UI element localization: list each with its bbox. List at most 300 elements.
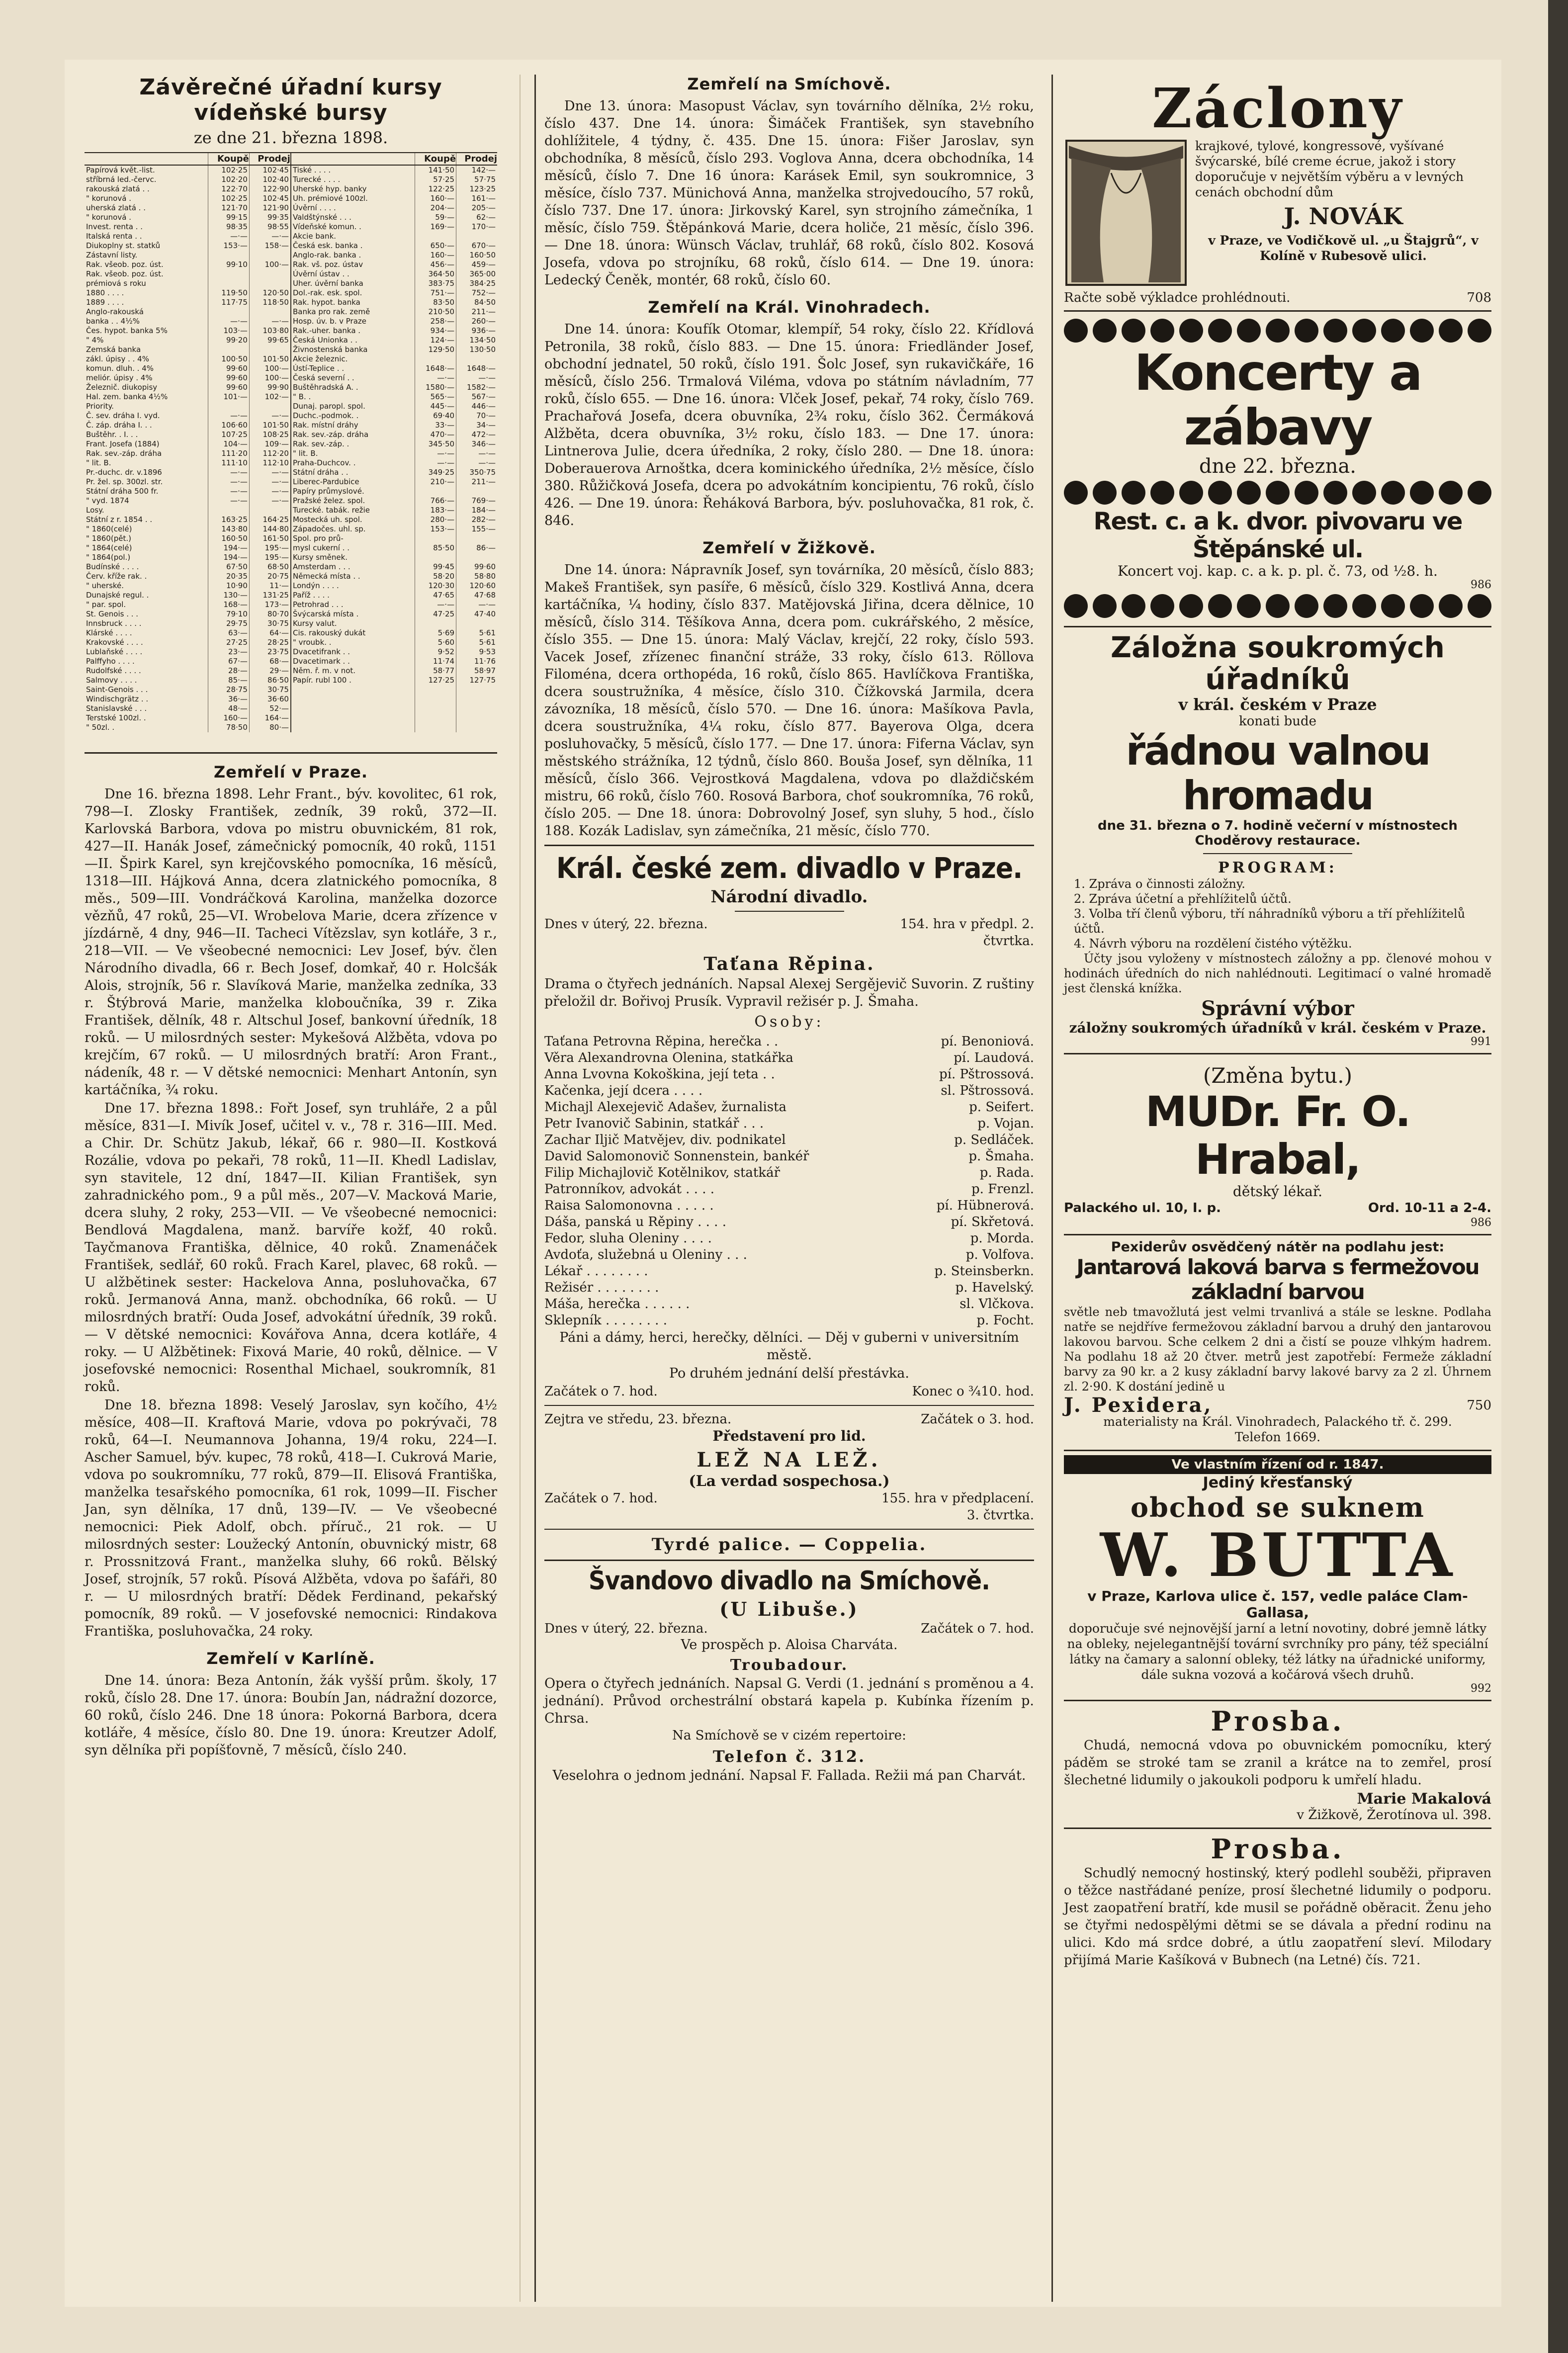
rate-cell: 9·53 [456,647,497,657]
security-name-cell: Zástavní listy. [86,251,138,260]
rate-cell: —·— [208,411,249,421]
performance-line [544,1411,1034,1428]
actor-name: p. Frenzl. [971,1182,1034,1197]
table-row [85,421,497,430]
ad-title: Jantarová laková barva s fermežovou základní barvou [1076,1255,1479,1304]
rate-cell: 47·65 [415,591,456,600]
rate-cell: 456·— [415,260,456,269]
rate-cell: 120·60 [456,581,497,591]
security-name-cell: " 1860(celé) [86,524,132,533]
rate-cell: —·— [249,487,291,496]
security-name-cell: " 1864(celé) [86,543,132,552]
paragraph: Opera o čtyřech jednáních. Napsal G. Verdi (1. jednání s proměnou a 4. jednání). Průvod orchestrální obstará kapela p. Kubínka řízením p. Chrsa. [544,1676,1034,1726]
fold-line [520,75,521,2302]
rate-cell: 122·25 [415,184,456,194]
rate-cell: 769·— [456,496,497,506]
rate-cell: 85·50 [415,543,456,553]
rate-cell: 117·75 [208,298,249,307]
rate-cell: —·— [415,373,456,383]
rate-cell: 100·50 [208,354,249,364]
actor-name: p. Sedláček. [954,1133,1034,1147]
security-name-cell: Kursy směnek. [291,553,415,562]
rate-cell: 10·90 [208,581,249,591]
security-name-cell: Rak. sev.-záp. . [291,439,415,449]
paragraph: světle neb tmavožlutá jest velmi trvanlivá a stále se leskne. Podlaha natře se nejdříve fermežovou základní barvou a druhý den jantarovou lakovou barvou. Sche celkem 2 dni a čistí se pouze vlhkým hadrem. Na podlahu 18 až 20 čtver. metrů jest zapotřebí: Fermeže základní barvy za 90 kr. a 2 kusy základní barvy lakové barvy za 2 zl. Úhrnem zl. 2·90. K dostání jedině u [1064,1305,1491,1394]
actor-name: sl. Vlčkova. [959,1297,1034,1311]
performance-line [544,1620,1034,1637]
cast-row [544,1132,1034,1148]
security-name-cell: Úvěrní . . . . [291,203,415,213]
security-name-cell: Rak. vš. poz. ústav [291,260,415,269]
ad-name-line [1064,1394,1491,1417]
paragraph: Schudlý nemocný hostinský, který podlehl souběži, připraven o těžce nastřádané peníze, prosí šlechetné lidumily o podporu. Jest zaopatření bratří, kde musil se pořádně oběracit. Ženu jeho se čtyřmi nedospělými dětmi se se dávala a přední rodinu na ulici. Kdo má srdce dobré, a útlu zaopatření sleví. Milodary přijímá Marie Kašíková v Bubnech (na Letné) čís. 721. [1064,1866,1491,1968]
security-name-cell: Rak.-uher. banka . [291,326,415,336]
security-name-cell: Anglo-rakouská [86,307,144,316]
rate-cell: 936·— [456,326,497,336]
rate-cell: 11·74 [415,657,456,666]
security-name-cell: Palffyho . . . . [86,657,135,666]
security-name-cell: " lit. B. [86,458,111,467]
security-name-cell: Pražské želez. spol. [291,496,415,506]
rate-cell: 120·50 [249,288,291,298]
ad-intro: Pexiderův osvědčený nátěr na podlahu jest: [1111,1239,1445,1255]
rate-cell: 280·— [415,515,456,524]
security-name-cell [291,695,415,704]
security-name-cell: mysl cukerní . . [291,543,415,553]
role-name: Patronníkov, advokát . . . . [544,1182,715,1197]
security-name-cell: Kursy valut. [291,619,415,628]
actor-name: pí. Laudová. [954,1050,1034,1065]
security-name-cell: " par. spol. [86,600,126,609]
security-name-cell: " vroubk. . [291,638,415,647]
rate-cell: 104·— [208,439,249,449]
role-name: Fedor, sluha Oleniny . . . . [544,1231,712,1246]
rate-cell: —·— [249,232,291,241]
rate-cell: 99·65 [249,336,291,345]
rate-cell: 122·90 [249,184,291,194]
security-name-cell: Buštěhradská A. . [291,383,415,392]
paragraph: Dne 17. března 1898.: Fořt Josef, syn truhláře, 2 a půl měsíce, 831—I. Mivík Josef, učitel v. v., 78 r. 316—III. Med. a Chir. Dr. Schütz Jakub, lékař, 66 r. 980—II. Kostková Rozálie, vdova po pekaři, 78 roků, 11—II. Khedl Ladislav, syn stavitele, 12 dní, 1847—II. Kilian František, syn zahradnického pom., 9 a půl měs., 207—V. Macková Marie, dcera sluhy, 2 roky, 253—VII. — Ve všeobecné nemocnici: Bendlová Magdalena, manž. barvíře kožf, 40 roků. Tayčmanova Františka, dělnice, 40 roků. Znamenáček František, sedlář, 60 roků. Frach Karel, plavec, 68 roků. — U alžbětinek sester: Hackelova Anna, posluhovačka, 67 roků. Jermanová Anna, manž. obchodníka, 66 roků. — U milosrdných bratří: Ouda Josef, advokátní úředník, 39 roků. — V dětské nemocnici: Kovářova Anna, dcera kotláře, 4 roky. — U Alžbětinek: Fixová Marie, 40 roků, dělnice. — V josefovské nemocnici: Rosenthal Michael, soukromník, 81 roků. [85,1101,497,1394]
paragraph: Páni a dámy, herci, herečky, dělníci. — Děj v guberni v universitním městě. [559,1330,1019,1363]
rate-cell: 210·50 [415,307,456,317]
rate-cell: 102·20 [208,175,249,184]
table-row [85,260,497,269]
ad-subtitle: dětský lékař. [1232,1183,1323,1200]
section-title: Zemřelí v Praze. [213,763,368,782]
security-name-cell: Budínské . . . . [86,562,139,571]
rate-cell: 1648·— [415,364,456,373]
table-row [85,487,497,496]
security-name-cell: " 1864(pol.) [86,553,131,562]
security-name-cell: Státní dráha . . [291,468,415,477]
page-edge-shadow [1548,0,1568,2353]
play-title: Tyrdé palice. — Coppelia. [651,1535,927,1555]
ad-title: Prosba. [1211,1833,1345,1865]
role-name: Petr Ivanovič Sabinin, statkář . . . [544,1116,764,1131]
table-row [85,477,497,487]
paragraph: Chudá, nemocná vdova po obuvnickém pomocníku, který páděm se stroké tam se zranil a krátce na to zemřel, prosí šlechetné lidumily o jakoukoli podporu k umřelí hladu. [1064,1738,1491,1788]
security-name-cell: Rak. sev.-záp. dráha [86,449,162,458]
ad-title: Prosba. [1211,1705,1345,1737]
rate-cell: 102·25 [208,165,249,175]
actor-name: p. Vojan. [977,1116,1034,1131]
rate-cell: 78·50 [208,723,249,732]
play-title: Troubadour. [730,1656,849,1674]
table-row [85,251,497,260]
rate-cell: 160·— [208,713,249,723]
subscription-note: 154. hra v předpl. 2. čtvrtka. [900,917,1034,949]
ad-pexidera [1064,1235,1491,1451]
table-row [85,373,497,383]
rate-cell: 28·— [208,666,249,676]
security-name-cell: Spol. pro prů- [291,534,415,543]
ad-venue: Rest. c. a k. dvor. pivovaru ve Štěpánské ul. [1093,508,1462,563]
rate-cell: —·— [208,487,249,496]
cast-row [544,1066,1034,1083]
rate-cell: 102·40 [249,175,291,184]
rate-cell: 59·— [415,213,456,222]
rate-cell: 670·— [456,241,497,251]
role-name: Máša, herečka . . . . . . [544,1297,690,1311]
end-time: Konec o ¾10. hod. [912,1384,1034,1399]
paragraph: Dne 14. února: Nápravník Josef, syn továrníka, 20 měsíců, číslo 883; Makeš František, syn pasíře, 6 měsíců, číslo 329. Kostlivá Anna, dcera kartáčníka, ¼ hodiny, číslo 837. Matějovská Jiřina, dcera dělnice, 10 měsíců, číslo 314. Těšíkova Anna, dcera pom. cukrářského, 2 měsíce, číslo 355. — Dne 15. února: Malý Václav, krejčí, 22 roky, číslo 593. Vacek Josef, zřízenec finanční stráže, 33 roky, číslo 613. Röllova Filoména, dcera orthopéda, 16 roků, číslo 865. Havlíčkova Františka, dcera soustružníka, 4 měsíce, číslo 310. Čížkovská Jarmila, dcera závozníka, 18 měsíců, číslo 570. — Dne 16. února: Mašíkova Pavla, dcera soustružníka, 4¼ roku, číslo 877. Bayerova Olga, dcera posluhovačky, 5 měsíců, číslo 177. — Dne 17. února: Fiferna Václav, syn městského strážníka, 12 týdnů, číslo 860. Bouša Josef, syn dělníka, 11 měsíců, číslo 366. Vejrostková Magdalena, vdova po dlaždičském mistru, 66 roků, číslo 760. Rosová Barbora, choť soukromníka, 76 roků, číslo 205. — Dne 18. února: Dobrovolný Josef, syn sluhy, 5 hod., číslo 188. Kozák Ladislav, syn zámečníka, 21 měsíc, číslo 770. [544,562,1034,839]
security-name-cell: Uh. prémiové 100zl. [291,194,415,203]
rate-cell: 567·— [456,392,497,402]
role-name: Michajl Alexejevič Adašev, žurnalista [544,1100,787,1115]
role-name: Lékař . . . . . . . . [544,1264,648,1279]
rate-cell: 122·70 [208,184,249,194]
actor-name: p. Šmaha. [968,1149,1034,1164]
ad-prosba-2 [1064,1829,1491,1975]
rate-cell: 98·55 [249,222,291,232]
benefit-note: Ve prospěch p. Aloisa Charváta. [681,1637,898,1653]
rate-cell: 211·— [456,307,497,317]
rate-cell: 28·75 [208,685,249,695]
rate-cell: 130·50 [456,345,497,354]
security-name-cell: Státní dráha 500 fr. [86,487,159,496]
security-name-cell: Invest. renta . . [86,222,143,231]
rate-cell: 102·25 [208,194,249,203]
rate-cell: 120·30 [415,581,456,591]
rate-cell: 161·— [456,194,497,203]
divider [544,1560,1034,1561]
table-row [85,647,497,657]
rate-cell [456,713,497,723]
rate-cell: 33·— [415,421,456,430]
table-row [85,515,497,524]
rate-cell: 282·— [456,515,497,524]
security-name-cell: " korunová . [86,194,131,203]
rate-cell [415,487,456,496]
ad-title: Záclony [1152,76,1403,140]
ad-number: 986 [1471,1217,1491,1229]
rate-cell: 52·— [249,704,291,713]
play-subtitle: (La verdad sospechosa.) [689,1473,890,1490]
ad-text [1064,1305,1491,1394]
rate-cell: 99·15 [208,213,249,222]
rate-cell: 204·— [415,203,456,213]
kursy-table [85,152,497,732]
rate-cell: 36·60 [249,695,291,704]
rate-cell [456,704,497,713]
rate-cell: 934·— [415,326,456,336]
security-name-cell: Rak. všeob. poz. úst. [86,260,164,269]
actor-name: p. Havelský. [955,1280,1034,1295]
rate-cell: —·— [249,411,291,421]
table-row [85,610,497,619]
ad-address: Palackého ul. 10, I. p. [1064,1201,1221,1216]
rate-cell: 124·— [415,336,456,345]
section-title: Zemřelí v Karlíně. [206,1649,375,1668]
subscription-note: 155. hra v předplacení. 3. čtvrtka. [881,1491,1034,1523]
table-row [85,685,497,695]
ad-zalozna [1064,627,1491,1054]
security-name-cell: Italská renta . . [86,232,142,241]
rate-cell: 80·— [249,723,291,732]
rate-cell: 164·— [249,713,291,723]
cast-heading: Osoby: [754,1013,824,1031]
ad-footer [1064,290,1491,305]
security-name-cell: Vídeňské komun. . [291,222,415,232]
security-name-cell: 1880 . . . . [86,288,124,297]
rate-cell: 141·50 [415,165,456,175]
ad-date: dne 31. března o 7. hodině večerní v místnostech Choděrovy restaurace. [1098,818,1458,848]
ad-title: Záložna soukromých úřadníků [1111,630,1445,696]
paragraph: Účty jsou vyloženy v místnostech záložny a pp. členové mohou v hodinách úředních do nich nahlédnouti. Legitimací o valné hromadě jest členská knížka. [1064,952,1491,995]
ad-address: v Žižkově, Žerotínova ul. 398. [1297,1808,1491,1823]
security-name-cell: Salmovy . . . . [86,676,137,685]
security-name-cell: Akcie bank. [291,232,415,241]
security-name-cell: Hosp. úv. b. v Praze [291,317,415,326]
security-name-cell: Dvacetifrank . . [291,647,415,657]
section-title: Zemřelí na Král. Vinohradech. [648,298,931,317]
security-name-cell [291,685,415,695]
table-row [85,458,497,468]
play-title: Telefon č. 312. [712,1747,866,1766]
cast-row [544,1247,1034,1263]
table-row [85,553,497,562]
rate-cell: 47·40 [456,610,497,619]
ad-hours: Ord. 10-11 a 2-4. [1368,1201,1491,1216]
rate-cell: 103·— [208,326,249,336]
rate-cell: 153·— [415,524,456,534]
ad-koncerty [1064,312,1491,627]
obituaries-zizkov [544,561,1034,840]
ad-name: Marie Makalová [1357,1790,1491,1808]
ad-signature: Správní výbor [1201,997,1354,1020]
program-list [1074,876,1491,951]
rate-cell: 69·40 [415,411,456,421]
performance-date: Zejtra ve středu, 23. března. [544,1412,732,1427]
rate-cell: 170·— [456,222,497,232]
cast-row [544,1312,1034,1329]
rate-cell: 47·25 [415,610,456,619]
ad-line: obchod se suknem [1131,1491,1425,1523]
table-row [85,298,497,307]
table-row [85,175,497,184]
rate-cell [249,402,291,411]
rate-cell: 766·— [415,496,456,506]
rate-cell: 23·75 [249,647,291,657]
curtain-illustration [1064,138,1188,287]
rate-cell: 99·45 [415,562,456,572]
ad-zaclony [1064,75,1491,312]
table-row [85,354,497,364]
ad-hrabal [1064,1054,1491,1235]
actor-name: p. Seifert. [969,1100,1034,1115]
divider [544,845,1034,846]
rate-cell: 121·90 [249,203,291,213]
table-row [85,184,497,194]
rate-cell: 108·25 [249,430,291,439]
security-name-cell: Česká Unionka . . [291,336,415,345]
rate-cell: 1648·— [456,364,497,373]
rate-cell [208,307,249,317]
rate-cell: 29·— [249,666,291,676]
rate-cell: 36·— [208,695,249,704]
role-name: Věra Alexandrovna Olenina, statkářka [544,1050,793,1065]
performance-line [544,1490,1034,1524]
security-name-cell: Rak. sev.-záp. dráha [291,430,415,439]
actor-name: pí. Hübnerová. [936,1198,1034,1213]
rate-cell: 101·50 [249,421,291,430]
decorative-dots [1064,478,1491,508]
rate-cell [456,232,497,241]
paragraph: Dne 14. února: Koufík Otomar, klempíř, 54 roky, číslo 22. Křídlová Petronila, 38 roků, číslo 883. — Dne 15. února: Friedländer Josef, obchodní jednatel, 50 roků, číslo 191. Šolc Josef, syn rukavičkáře, 16 měsíců, číslo 256. Trmalová Viléma, vdova po státním návladním, 77 roků, číslo 655. — Dne 16. února: Vlček Josef, pekař, 74 roky, číslo 769. Prachařová Josefa, dcera obuvníka, 2¾ roku, číslo 362. Čermáková Alžběta, dcera obuvníka, 3½ roku, číslo 183. — Dne 17. února: Lintnerova Julie, dcera úředníka, 2 roky, číslo 280. — Dne 18. února: Doberauerova Arnoštka, dcera kominického úředníka, 2½ měsíce, číslo 380. Růžičková Josefa, dcera po advokátním koncipientu, 76 roků, číslo 426. — Dne 19. února: Řeháková Barbora, býv. posluhovačka, 81 rok, č. 846. [544,322,1034,528]
rate-cell: 446·— [456,402,497,411]
ad-address: v Praze, Karlova ulice č. 157, vedle paláce Clam-Gallasa, [1087,1588,1468,1621]
cast-row [544,1034,1034,1050]
table-row [85,364,497,373]
ad-telephone: Telefon 1669. [1234,1430,1321,1444]
rate-cell: 101·50 [249,354,291,364]
actor-name: p. Volfova. [965,1247,1034,1262]
rate-cell [456,619,497,628]
rate-cell: 34·— [456,421,497,430]
rate-cell: 11·— [249,581,291,591]
rate-cell: 58·97 [456,666,497,676]
rate-cell: —·— [456,600,497,610]
rate-cell: —·— [415,600,456,610]
table-row [85,723,497,732]
ad-text [1064,1865,1491,1969]
rate-cell [415,704,456,713]
table-row [85,317,497,326]
paragraph: Veselohra o jednom jednání. Napsal F. Fallada. Režii má pan Charvát. [552,1768,1026,1783]
rate-cell [208,345,249,354]
security-name-cell: Turecké . . . . [291,175,415,184]
security-name-cell: Saint-Genois . . . [86,685,148,694]
rate-cell [456,553,497,562]
actor-name: p. Steinsberkn. [934,1264,1034,1279]
rate-cell: 57·25 [415,175,456,184]
paragraph: Dne 13. února: Masopust Václav, syn továrního dělníka, 2½ roku, číslo 437. Dne 14. února: Šimáček František, syn stavebního dohlížitele, 4 týdny, č. 435. Dne 15. února: Fišer Jaroslav, syn obchodníka, 8 měsíců, číslo 293. Voglova Anna, dcera obchodníka, 14 měsíců, číslo 7. Dne 16 února: Karásek Emil, syn soukromnice, 3 měsíce, číslo 737. Münichová Anna, manželka strojvedoucího, 57 roků, číslo 737. Dne 17. února: Jirkovský Karel, syn strojního zámečníka, 1 měsíc, číslo 759. Štěpánková Marie, dcera holiče, 21 měsíc, číslo 396. — Dne 18. února: Wünsch Václav, truhlář, 68 roků, číslo 802. Kosová Josefa, vdova po strojníku, 68 roků, číslo 614. — Dne 19. února: Ledecký Čeněk, montér, 68 roků, číslo 60. [544,98,1034,288]
play-title: Taťana Rěpina. [703,954,875,974]
rate-cell: —·— [208,232,249,241]
security-name-cell: Rak. hypot. banka [291,298,415,307]
table-row [85,279,497,288]
rate-cell: 107·25 [208,430,249,439]
rate-cell: 27·25 [208,638,249,647]
cast-row [544,1050,1034,1066]
rate-cell: 47·68 [456,591,497,600]
header-prodej: Prodej [249,153,291,165]
rate-cell: 9·52 [415,647,456,657]
security-name-cell: Praha-Duchcov. . [291,458,415,468]
security-name-cell: Státní z r. 1854 . . [86,515,153,524]
actor-name: pí. Pštrossová. [939,1067,1034,1082]
rate-cell: 345·50 [415,439,456,449]
table-row [85,468,497,477]
theatre-subtitle: Národní divadlo. [710,887,868,907]
rate-cell: 111·20 [208,449,249,458]
security-name-cell: meliór. úpisy . 4% [86,373,153,382]
rate-cell: 67·50 [208,562,249,572]
ad-signature-detail: záložny soukromých úřadníků v král. českém v Praze. [1069,1020,1486,1036]
rate-cell: 168·— [208,600,249,610]
decorative-dots [1064,316,1491,346]
rate-cell: 111·10 [208,458,249,468]
rate-cell [208,506,249,515]
paragraph: Dne 18. března 1898: Veselý Jaroslav, syn kočího, 4½ měsíce, 408—II. Kraftová Marie, vdova po pokrývači, 78 roků, 64—I. Neumannova Johanna, 19/4 roku, 224—I. Ascher Samuel, býv. kupec, 78 roků, 418—I. Cukrová Marie, vdova po soukromníku, 77 roků, 879—II. Elisová Františka, manželka tesařského pomocníka, 61 rok, 1099—II. Fischer Jan, syn dělníka, 17 dnů, 139—IV. — Ve všeobecné nemocnici: Piek Adolf, obch. příruč., 21 rok. — U milosrdných sester: Loužecký Antonín, obuvnický mistr, 68 r. Prossnitzová Frant., manželka sluhy, 66 roků. Bělský Josef, strojník, 57 roků. Písová Alžběta, vdova po šafáři, 80 r. — U milosrdných bratří: Dědek Ferdinand, pekařský pomocník, 89 roků. — V josefovské nemocnici: Rindakova Františka, posluhovačka, 24 roky. [85,1397,497,1639]
ad-headline: řádnou valnou hromadu [1126,728,1430,819]
rate-cell [415,354,456,364]
table-row [85,222,497,232]
ad-detail: Koncert voj. kap. c. a k. p. pl. č. 73, od ½8. h. [1118,563,1438,579]
rate-cell: —·— [456,458,497,468]
column-separator [534,75,536,2302]
security-name-cell: Německá místa . . [291,572,415,581]
rate-cell: 86·50 [249,676,291,685]
rate-cell: 102·45 [249,194,291,203]
rate-cell: 211·— [456,477,497,487]
rate-cell: 349·25 [415,468,456,477]
rate-cell: 29·75 [208,619,249,628]
role-name: Anna Lvovna Kokoškina, její teta . . [544,1067,775,1082]
rate-cell: 751·— [415,288,456,298]
people-performance: Představení pro lid. [712,1428,866,1444]
rate-cell: 134·50 [456,336,497,345]
kursy-title: Závěrečné úřadní kursy vídeňské bursy [139,75,442,125]
security-name-cell: Petrohrad . . . [291,600,415,610]
rate-cell: 364·50 [415,269,456,279]
security-name-cell: Liberec-Pardubice [291,477,415,487]
ad-prosba-1 [1064,1701,1491,1829]
security-name-cell: Ústí-Teplice . . [291,364,415,373]
rate-cell [415,534,456,543]
start-time: Začátek o 7. hod. [921,1621,1034,1636]
rate-cell: 194·— [208,553,249,562]
actor-name: p. Morda. [970,1231,1034,1246]
rate-cell: 99·90 [249,383,291,392]
security-name-cell: Rudolfské . . . . [86,666,141,675]
section-title: Zemřelí v Žižkově. [702,538,876,557]
actor-name: pí. Benoniová. [941,1034,1034,1049]
rate-cell: 84·50 [456,298,497,307]
security-name-cell: Anglo-rak. banka . [291,251,415,260]
table-row [85,506,497,515]
security-name-cell: Lublaňské . . . . [86,647,143,656]
security-name-cell: Frant. Josefa (1884) [86,439,160,448]
rate-cell: 472·— [456,430,497,439]
section-title: Zemřelí na Smíchově. [687,75,891,93]
rate-cell [208,269,249,279]
role-name: Zachar Iljič Matvějev, div. podnikatel [544,1133,786,1147]
table-row [85,326,497,336]
security-name-cell [291,723,415,732]
header-koupe: Koupě [208,153,249,165]
column-separator [1051,75,1053,2302]
